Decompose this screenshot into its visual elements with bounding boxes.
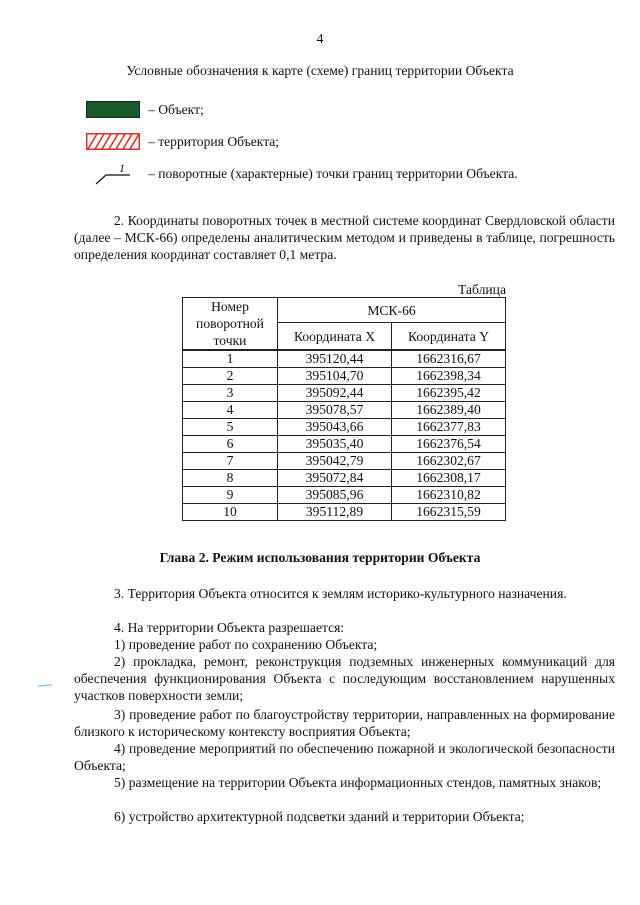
cell-point-number: 7 [183,453,278,470]
table-row [183,504,506,521]
table-caption: Таблица [458,282,506,297]
coordinates-table [182,297,506,521]
cell-coordinate-y: 1662302,67 [392,453,506,470]
cell-coordinate-x: 395104,70 [278,368,392,385]
legend-item-territory-text: – территория Объекта; [148,133,280,149]
permitted-item-1: 1) проведение работ по сохранению Объекта; [114,637,378,652]
legend-item-object-text: – Объект; [148,101,204,117]
coordinates-table-body [183,350,506,521]
table-row [183,350,506,368]
cell-coordinate-y: 1662395,42 [392,385,506,402]
cell-coordinate-y: 1662398,34 [392,368,506,385]
cell-coordinate-x: 395078,57 [278,402,392,419]
table-row [183,487,506,504]
cell-coordinate-x: 395043,66 [278,419,392,436]
cell-point-number: 1 [183,350,278,368]
legend-item-object [86,99,204,119]
permitted-item-2: 2) прокладка, ремонт, реконструкция подземных инженерных коммуникаций для обеспечения функционирования Объекта с последующим восстановлением нарушенных участков поверхности земли; [74,654,615,703]
cell-point-number: 5 [183,419,278,436]
page-number: 4 [316,31,324,46]
cell-point-number: 2 [183,368,278,385]
table-row [183,419,506,436]
cell-coordinate-x: 395042,79 [278,453,392,470]
cell-coordinate-y: 1662389,40 [392,402,506,419]
object-fill-swatch [86,101,140,118]
cell-coordinate-x: 395092,44 [278,385,392,402]
table-row [183,453,506,470]
table-row [183,436,506,453]
turning-point-marker [86,160,140,186]
cell-point-number: 10 [183,504,278,521]
cell-coordinate-x: 395112,89 [278,504,392,521]
header-coordinate-x: Координата X [278,323,392,351]
cell-coordinate-y: 1662316,67 [392,350,506,368]
permitted-item-4: 4) проведение мероприятий по обеспечению пожарной и экологической безопасности Объекта; [74,741,615,773]
table-row [183,385,506,402]
cell-coordinate-x: 395085,96 [278,487,392,504]
cell-point-number: 3 [183,385,278,402]
cell-coordinate-y: 1662377,83 [392,419,506,436]
legend-item-turning-point-text: – поворотные (характерные) точки границ территории Объекта. [148,165,518,181]
cell-point-number: 6 [183,436,278,453]
permitted-item-3: 3) проведение работ по благоустройству территории, направленных на формирование близкого к историческому контексту восприятия Объекта; [74,707,615,739]
permitted-item-5: 5) размещение на территории Объекта информационных стендов, памятных знаков; [114,775,602,790]
turning-point-number: 1 [119,161,125,175]
paragraph-2: 2. Координаты поворотных точек в местной системе координат Свердловской области (далее – МСК-66) определены аналитическим методом и приведены в таблице, погрешность определения координат составляет 0,1 метра. [74,213,615,262]
legend-item-turning-point [86,160,518,186]
chapter-title: Глава 2. Режим использования территории Объекта [159,550,481,565]
cell-coordinate-y: 1662376,54 [392,436,506,453]
header-point-number: Номер поворотной точки [183,298,278,351]
header-coordinate-y: Координата Y [392,323,506,351]
table-row [183,368,506,385]
cell-coordinate-x: 395120,44 [278,350,392,368]
cell-coordinate-y: 1662315,59 [392,504,506,521]
paragraph-4: 4. На территории Объекта разрешается: [114,620,345,635]
cell-coordinate-x: 395035,40 [278,436,392,453]
legend-title: Условные обозначения к карте (схеме) границ территории Объекта [126,63,514,78]
cell-coordinate-y: 1662308,17 [392,470,506,487]
table-row [183,402,506,419]
legend-item-territory [86,131,279,151]
scan-ink-mark [38,684,52,687]
permitted-item-6: 6) устройство архитектурной подсветки зданий и территории Объекта; [114,809,525,824]
table-row [183,470,506,487]
paragraph-3: 3. Территория Объекта относится к землям историко-культурного назначения. [114,586,567,601]
header-coordinate-system: МСК-66 [278,298,506,323]
cell-point-number: 8 [183,470,278,487]
territory-hatch-swatch [86,133,140,150]
cell-point-number: 4 [183,402,278,419]
cell-point-number: 9 [183,487,278,504]
cell-coordinate-x: 395072,84 [278,470,392,487]
cell-coordinate-y: 1662310,82 [392,487,506,504]
